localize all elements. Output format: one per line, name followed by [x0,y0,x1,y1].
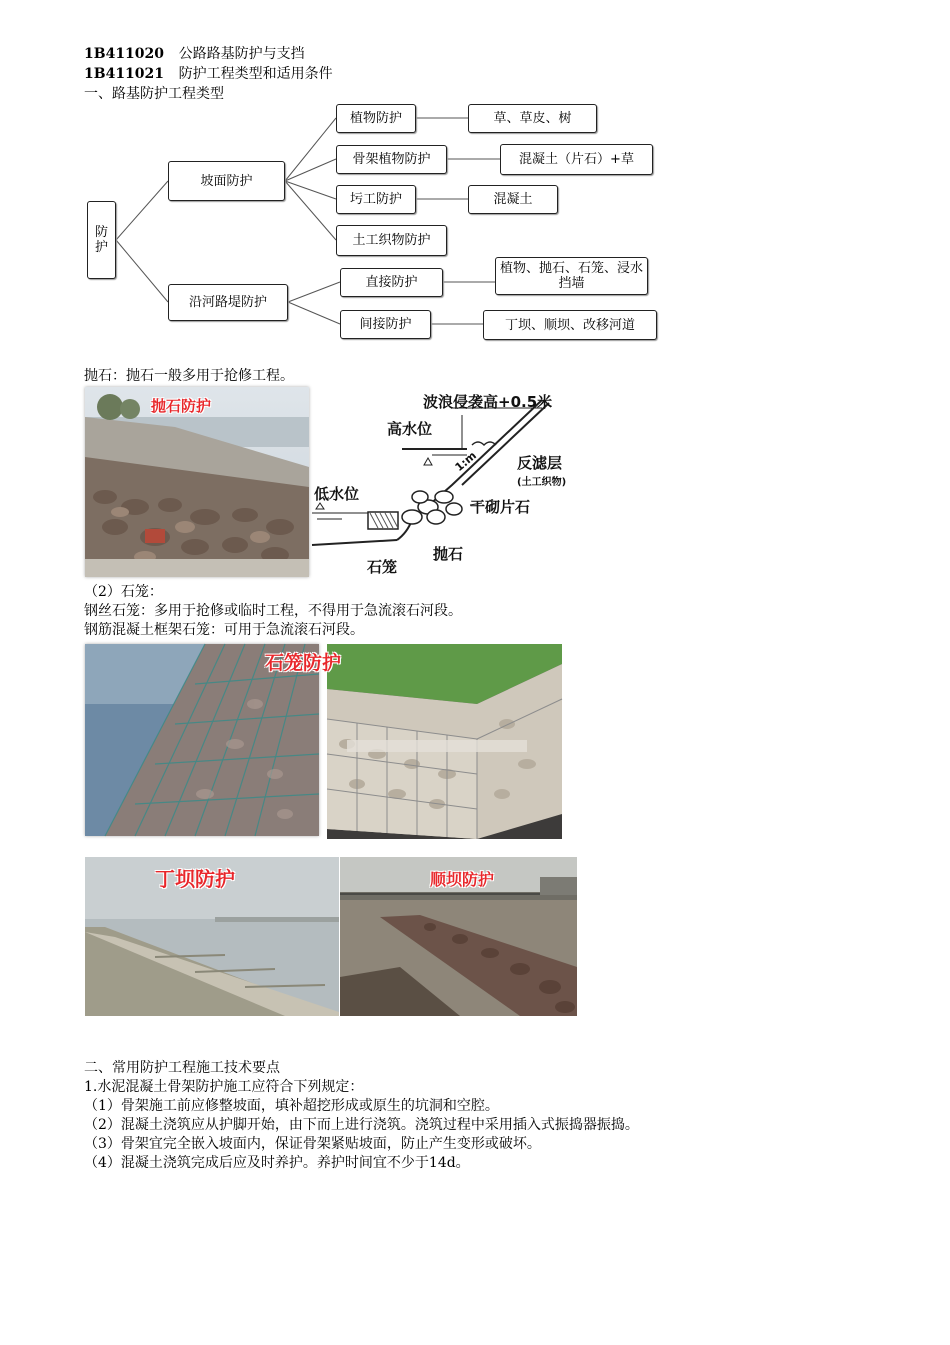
diagram-dry-stone: 干砌片石 [470,498,531,516]
gabion-photo-label: 石笼防护 [265,652,342,674]
tree-direct-protection: 直接防护 [340,268,443,297]
spur-dike-label: 丁坝防护 [155,867,235,891]
section-2-heading: 二、常用防护工程施工技术要点 [84,1060,280,1076]
gabion-line-1: 钢丝石笼：多用于抢修或临时工程，不得用于急流滚石河段。 [84,603,462,619]
spur-dike-photo [85,857,339,1016]
tree-geotextile-protection: 土工织物防护 [336,225,447,256]
title-protection-types: 防护工程类型和适用条件 [178,66,333,82]
tree-indirect-protection: 间接防护 [340,310,431,339]
section-2-point-3: （3）骨架宜完全嵌入坡面内，保证骨架紧贴坡面，防止产生变形或破坏。 [84,1136,541,1152]
tree-masonry-protection: 圬工防护 [336,185,416,214]
section-2-item-1: 1.水泥混凝土骨架防护施工应符合下列规定： [84,1079,364,1095]
section-2-point-2: （2）混凝土浇筑应从护脚开始，由下而上进行浇筑。浇筑过程中采用插入式振捣器振捣。 [84,1117,639,1133]
tree-connectors [0,0,950,360]
code-1b411021: 1B411021 [84,66,165,82]
tree-frame-detail: 混凝土（片石）+草 [500,144,653,175]
code-1b411020: 1B411020 [84,46,165,62]
tree-plant-detail: 草、草皮、树 [468,104,597,133]
diagram-slope-ratio: 1:m [452,448,479,475]
tree-plant-protection: 植物防护 [336,104,416,133]
tree-frame-protection: 骨架植物防护 [336,145,447,174]
tree-indirect-detail: 丁坝、顺坝、改移河道 [483,310,657,340]
diagram-high-water: 高水位 [387,420,433,438]
riprap-photo [85,387,309,577]
parallel-dike-label: 顺坝防护 [430,870,495,889]
section-1-heading: 一、路基防护工程类型 [84,86,224,102]
gabion-heading: （2）石笼： [84,584,163,600]
diagram-gabion: 石笼 [367,558,398,576]
riprap-photo-label: 抛石防护 [151,397,212,415]
tree-slope-protection: 坡面防护 [168,161,285,201]
diagram-filter-layer: 反滤层 [517,454,563,472]
riprap-text: 抛石：抛石一般多用于抢修工程。 [84,368,294,384]
tree-river-protection: 沿河路堤防护 [168,284,288,321]
gabion-box-image [327,644,562,839]
tree-direct-detail: 植物、抛石、石笼、浸水挡墙 [495,257,648,295]
section-2-point-4: （4）混凝土浇筑完成后应及时养护。养护时间宜不少于14d。 [84,1155,470,1171]
parallel-dike-photo [340,857,577,1016]
gabion-line-2: 钢筋混凝土框架石笼：可用于急流滚石河段。 [84,622,364,638]
diagram-filter-sub: (土工织物) [517,477,567,488]
title-subgrade-protection: 公路路基防护与支挡 [178,46,305,62]
diagram-riprap: 抛石 [433,545,464,563]
diagram-wave-height: 波浪侵袭高+0.5米 [423,393,553,411]
diagram-low-water: 低水位 [314,485,360,503]
tree-masonry-detail: 混凝土 [468,185,558,214]
section-2-point-1: （1）骨架施工前应修整坡面，填补超挖形成或原生的坑洞和空腔。 [84,1098,499,1114]
gabion-box-photo [265,644,562,839]
tree-root: 防 护 [87,201,116,279]
